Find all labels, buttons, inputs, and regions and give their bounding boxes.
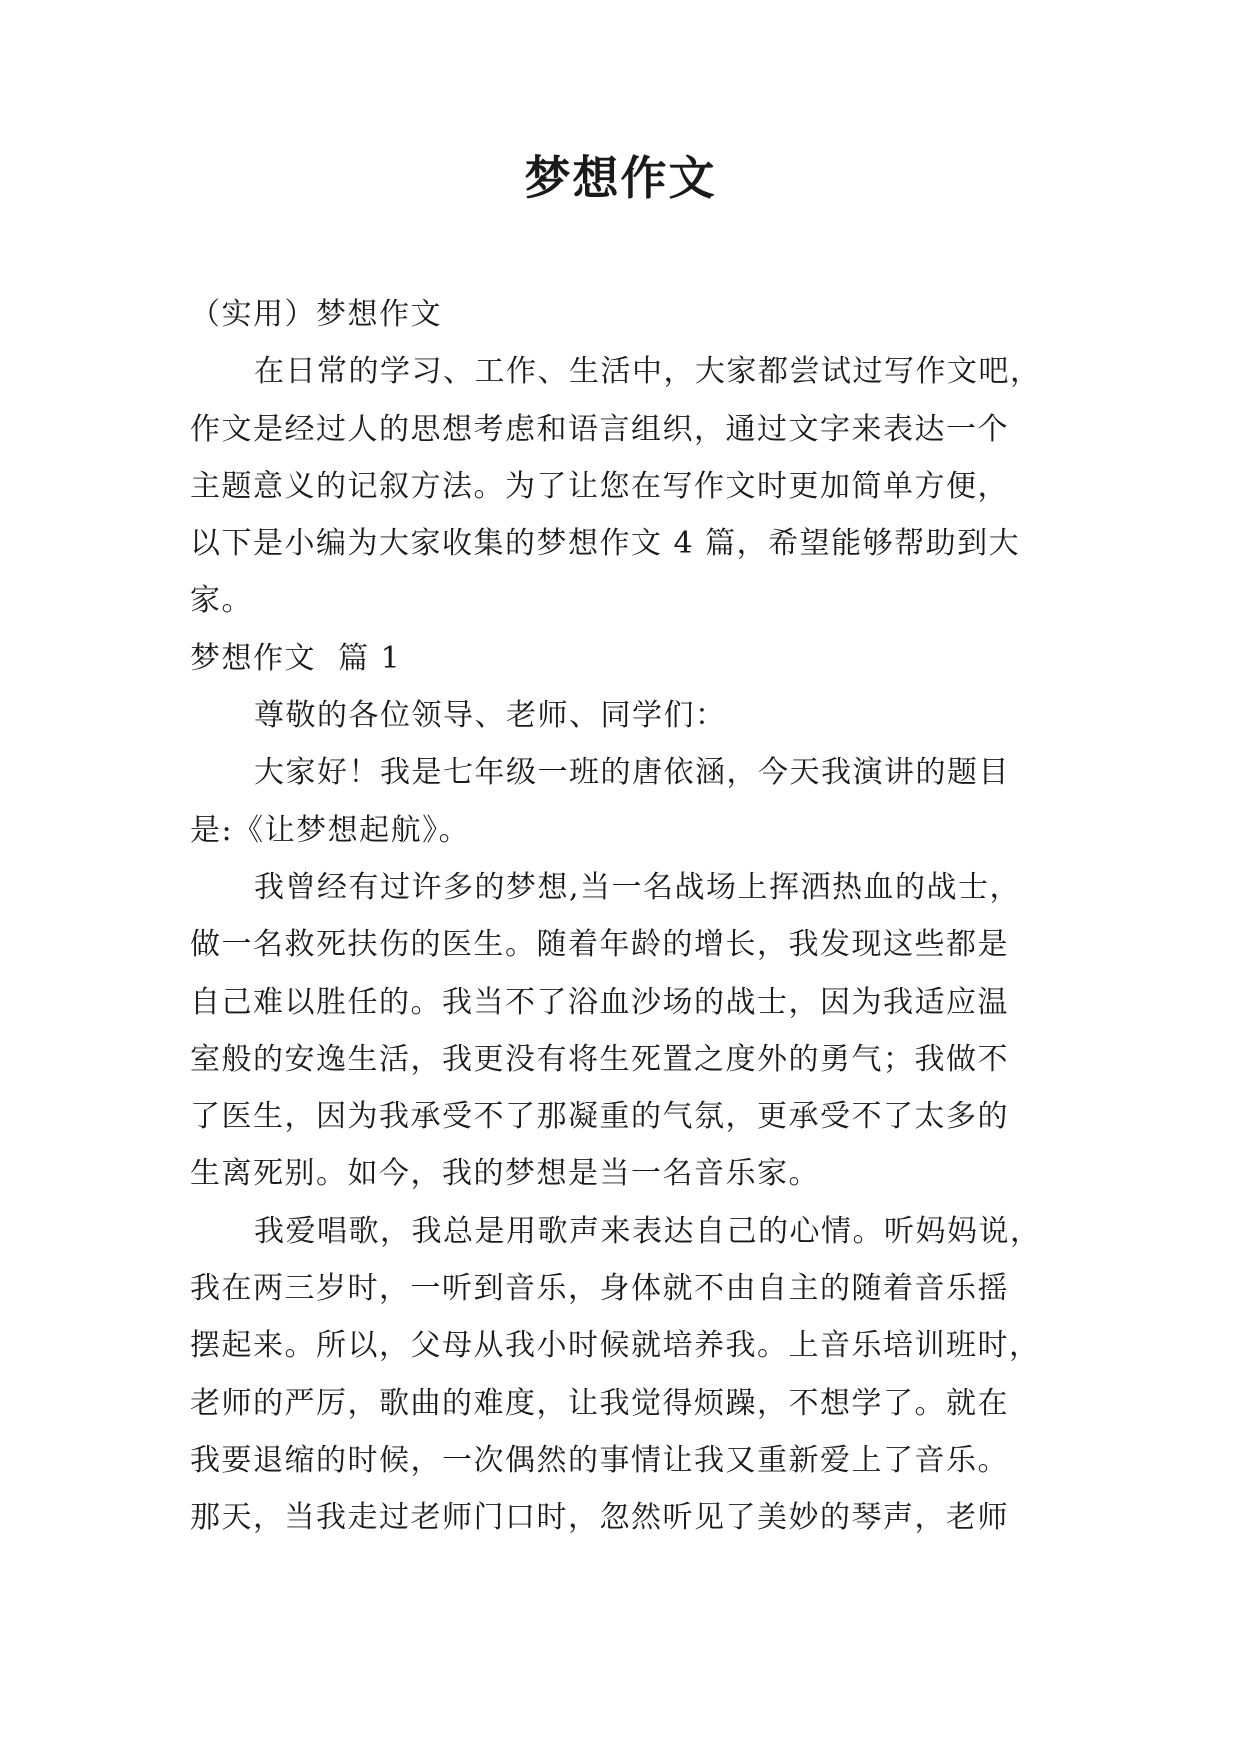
paragraph-line: 我曾经有过许多的梦想,当一名战场上挥洒热血的战士，: [254, 869, 1022, 905]
body-paragraph-1: [190, 744, 1070, 859]
paragraph-line: 大家好！我是七年级一班的唐依涵，今天我演讲的题目: [254, 755, 1010, 791]
body-paragraph-2: [190, 859, 1070, 1203]
paragraph-line: 室般的安逸生活，我更没有将生死置之度外的勇气；我做不: [190, 1041, 1009, 1077]
paragraph-line: 我爱唱歌，我总是用歌声来表达自己的心情。听妈妈说，: [254, 1213, 1042, 1249]
paragraph-line: 老师的严厉，歌曲的难度，让我觉得烦躁，不想学了。就在: [190, 1385, 1009, 1421]
document-body: [190, 286, 1070, 1547]
body-paragraph-3: [190, 1203, 1070, 1547]
section-heading: 梦想作文 篇 1: [190, 640, 402, 676]
paragraph-line: 我要退缩的时候，一次偶然的事情让我又重新爱上了音乐。: [190, 1442, 1009, 1478]
greeting-line: 尊敬的各位领导、老师、同学们：: [254, 698, 727, 734]
paragraph-line: 我在两三岁时，一听到音乐，身体就不由自主的随着音乐摇: [190, 1271, 1009, 1307]
intro-line: 家。: [190, 583, 253, 619]
paragraph-line: 了医生，因为我承受不了那凝重的气氛，更承受不了太多的: [190, 1099, 1009, 1135]
paragraph-line: 做一名救死扶伤的医生。随着年龄的增长，我发现这些都是: [190, 927, 1009, 963]
paragraph-line: 摆起来。所以，父母从我小时候就培养我。上音乐培训班时，: [190, 1328, 1041, 1364]
intro-line: 主题意义的记叙方法。为了让您在写作文时更加简单方便，: [190, 468, 1009, 504]
paragraph-line: 那天，当我走过老师门口时，忽然听见了美妙的琴声，老师: [190, 1500, 1009, 1536]
document-title: 梦想作文: [524, 151, 717, 205]
paragraph-line: 生离死别。如今，我的梦想是当一名音乐家。: [190, 1156, 820, 1192]
paragraph-line: 自己难以胜任的。我当不了浴血沙场的战士，因为我适应温: [190, 984, 1009, 1020]
document-subtitle: （实用）梦想作文: [190, 297, 442, 332]
intro-paragraph: [190, 343, 1070, 629]
intro-line: 作文是经过人的思想考虑和语言组织，通过文字来表达一个: [190, 411, 1009, 447]
paragraph-line: 是:《让梦想起航》。: [190, 812, 471, 848]
intro-line: 在日常的学习、工作、生活中，大家都尝试过写作文吧，: [254, 354, 1042, 390]
intro-line: 以下是小编为大家收集的梦想作文 4 篇，希望能够帮助到大: [190, 526, 1021, 562]
